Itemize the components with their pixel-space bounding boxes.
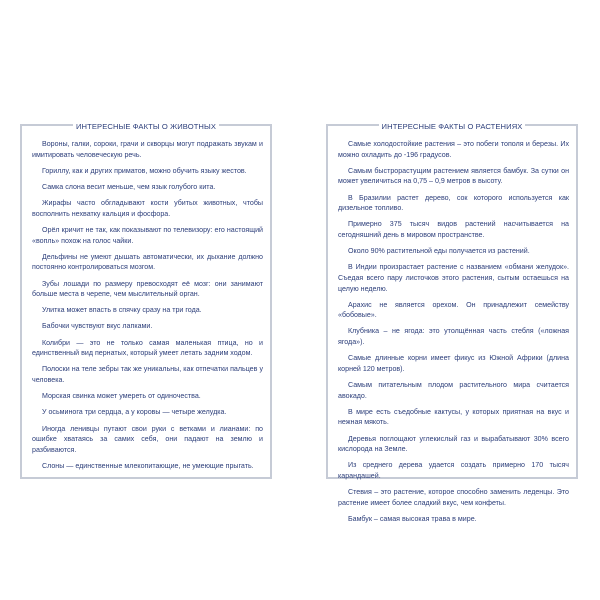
animal-facts-card (20, 124, 272, 479)
plant-facts-title-text: ИНТЕРЕСНЫЕ ФАКТЫ О РАСТЕНИЯХ (379, 122, 526, 131)
plant-fact: Самые длинные корни имеет фикус из Южной Африки (длина корней 120 метров). (338, 354, 569, 373)
plant-facts-title (328, 120, 576, 132)
animal-fact: Зубы лошади по размеру превосходят её мозг: они занимают больше места в черепе, чем мыслительный орган. (32, 279, 263, 299)
plant-fact: Арахис не является орехом. Он принадлежит семейству «бобовые». (338, 300, 569, 320)
animal-fact: Морская свинка может умереть от одиночества. (42, 392, 201, 401)
plant-fact: Деревья поглощают углекислый газ и вырабатывают 30% всего кислорода на Земле. (338, 434, 569, 454)
animal-fact: Самка слона весит меньше, чем язык голубого кита. (42, 182, 216, 191)
animal-fact: Улитка может впасть в спячку сразу на три года. (42, 306, 202, 315)
plant-fact: Примерно 375 тысяч видов растений насчитывается на сегодняшний день в мировом пространстве. (338, 220, 569, 239)
plant-facts-card (326, 122, 578, 523)
plant-fact: Бамбук – самая высокая трава в мире. (348, 514, 477, 523)
plant-fact: Самые холодостойкие растения – это побеги тополя и березы. Их можно охладить до -196 градусов. (338, 140, 569, 159)
plant-fact: Самым питательным плодом растительного мира считается авокадо. (338, 381, 569, 400)
animal-fact: Вороны, галки, сороки, грачи и скворцы могут подражать звукам и имитировать человеческую речь. (32, 140, 263, 159)
animal-facts-title-text: ИНТЕРЕСНЫЕ ФАКТЫ О ЖИВОТНЫХ (73, 122, 219, 131)
plant-fact: Стевия – это растение, которое способно заменить леденцы. Это растение имеет более сладкий вкус, чем конфеты. (338, 488, 569, 507)
plant-fact: Самым быстрорастущим растением является бамбук. За сутки он может увеличиться на 0,75 – 0,9 метров в высоту. (338, 166, 569, 186)
animal-fact: Иногда ленивцы путают свои руки с ветками и лианами: по ошибке хватаясь за самих себя, они падают на землю и разбиваются. (32, 424, 263, 454)
animal-fact: Жирафы часто обгладывают кости убитых животных, чтобы восполнить нехватку кальция и фосфора. (32, 199, 263, 218)
plant-fact: В Бразилии растет дерево, сок которого используется как дизельное топливо. (338, 193, 569, 213)
animal-fact: Бабочки чувствуют вкус лапками. (42, 322, 153, 331)
plant-fact: Из среднего дерева удается создать примерно 170 тысяч карандашей. (338, 461, 569, 480)
animal-fact: Дельфины не умеют дышать автоматически, их дыхание должно постоянно контролироваться мозгом. (32, 252, 263, 272)
animal-fact: Полоски на теле зебры так же уникальны, как отпечатки пальцев у человека. (32, 365, 263, 385)
plant-fact: В мире есть съедобные кактусы, у которых приятная на вкус и нежная мякоть. (338, 407, 569, 427)
plant-fact: Около 90% растительной еды получается из растений. (348, 247, 530, 256)
animal-fact: Слоны — единственные млекопитающие, не умеющие прыгать. (42, 461, 254, 470)
animal-facts-title (22, 120, 270, 132)
animal-fact: У осьминога три сердца, а у коровы — четыре желудка. (42, 408, 227, 417)
animal-fact: Колибри — это не только самая маленькая птица, но и единственный вид пернатых, который умеет летать задним ходом. (32, 338, 263, 358)
animal-fact: Гориллу, как и других приматов, можно обучить языку жестов. (42, 166, 247, 175)
plant-fact: В Индии произрастает растение с названием «обмани желудок». Съедая всего пару листочков этого растения, сытым остаешься на целую неделю. (338, 263, 569, 293)
plant-fact: Клубника – не ягода: это утолщённая часть стебля («ложная ягода»). (338, 327, 569, 347)
animal-fact: Орёл кричит не так, как показывают по телевизору: его настоящий «вопль» похож на голос чайки. (32, 225, 263, 245)
